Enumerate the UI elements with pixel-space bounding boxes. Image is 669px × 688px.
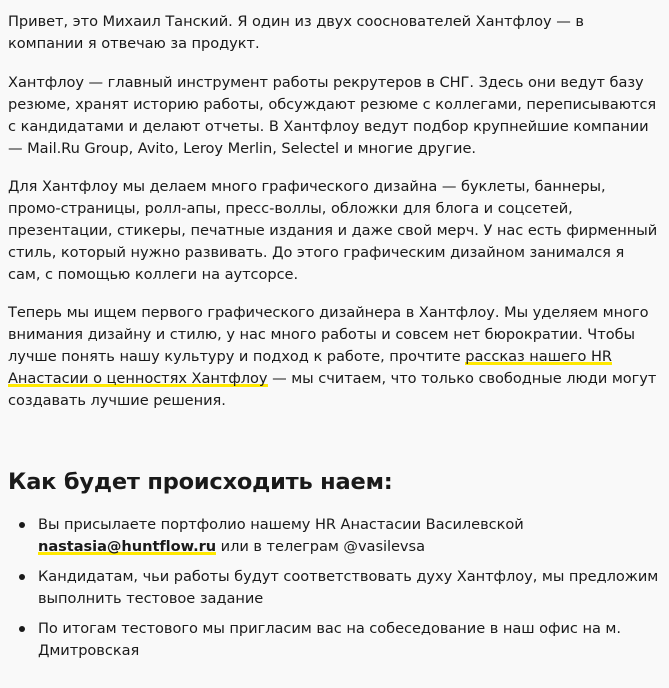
step-text-before: Вы присылаете портфолио нашему HR Анастасии Василевской <box>38 516 524 533</box>
hiring-steps-list <box>8 514 660 662</box>
bullet-icon <box>19 626 25 632</box>
vacancy-text-after: — мы считаем, что только свободные люди могут создавать лучшие решения. <box>8 370 657 409</box>
hiring-heading: Как будет происходить наем: <box>8 469 393 495</box>
values-article-link[interactable]: рассказ нашего HR Анастасии о ценностях Хантфлоу <box>8 348 613 387</box>
intro-paragraph: Привет, это Михаил Танский. Я один из двух сооснователей Хантфлоу — в компании я отвечаю за продукт. <box>8 13 584 52</box>
list-item <box>8 618 660 662</box>
list-item <box>8 566 660 610</box>
design-paragraph: Для Хантфлоу мы делаем много графического дизайна — буклеты, баннеры, промо-страницы, ролл-апы, пресс-воллы, обложки для блога и соцсетей, презентации, стикеры, печатные издания и даже свой мерч. У нас есть фирменный стиль, который нужно развивать. До этого графическим дизайном занимался я сам, с помощью коллеги на аутсорсе. <box>8 178 658 283</box>
email-link[interactable]: nastasia@huntflow.ru <box>38 538 217 555</box>
bullet-icon <box>19 574 25 580</box>
about-paragraph: Хантфлоу — главный инструмент работы рекрутеров в СНГ. Здесь они ведут базу резюме, хранят историю работы, обсуждают резюме с коллегами, переписываются с кандидатами и делают отчеты. В Хантфлоу ведут подбор крупнейшие компании — Mail.Ru Group, Avito, Leroy Merlin, Selectel и многие другие. <box>8 74 657 157</box>
step-text: По итогам тестового мы пригласим вас на собеседование в наш офис на м. Дмитровская <box>38 620 621 659</box>
vacancy-paragraph <box>8 302 660 412</box>
step-text: Кандидатам, чьи работы будут соответствовать духу Хантфлоу, мы предложим выполнить тестовое задание <box>38 568 659 607</box>
bullet-icon <box>19 522 25 528</box>
step-text-after: или в телеграм @vasilevsa <box>216 538 425 555</box>
vacancy-text-before: Теперь мы ищем первого графического дизайнера в Хантфлоу. Мы уделяем много внимания дизайну и стилю, у нас много работы и совсем нет бюрократии. Чтобы лучше понять нашу культуру и подход к работе, прочтите <box>8 304 649 365</box>
list-item <box>8 514 660 558</box>
